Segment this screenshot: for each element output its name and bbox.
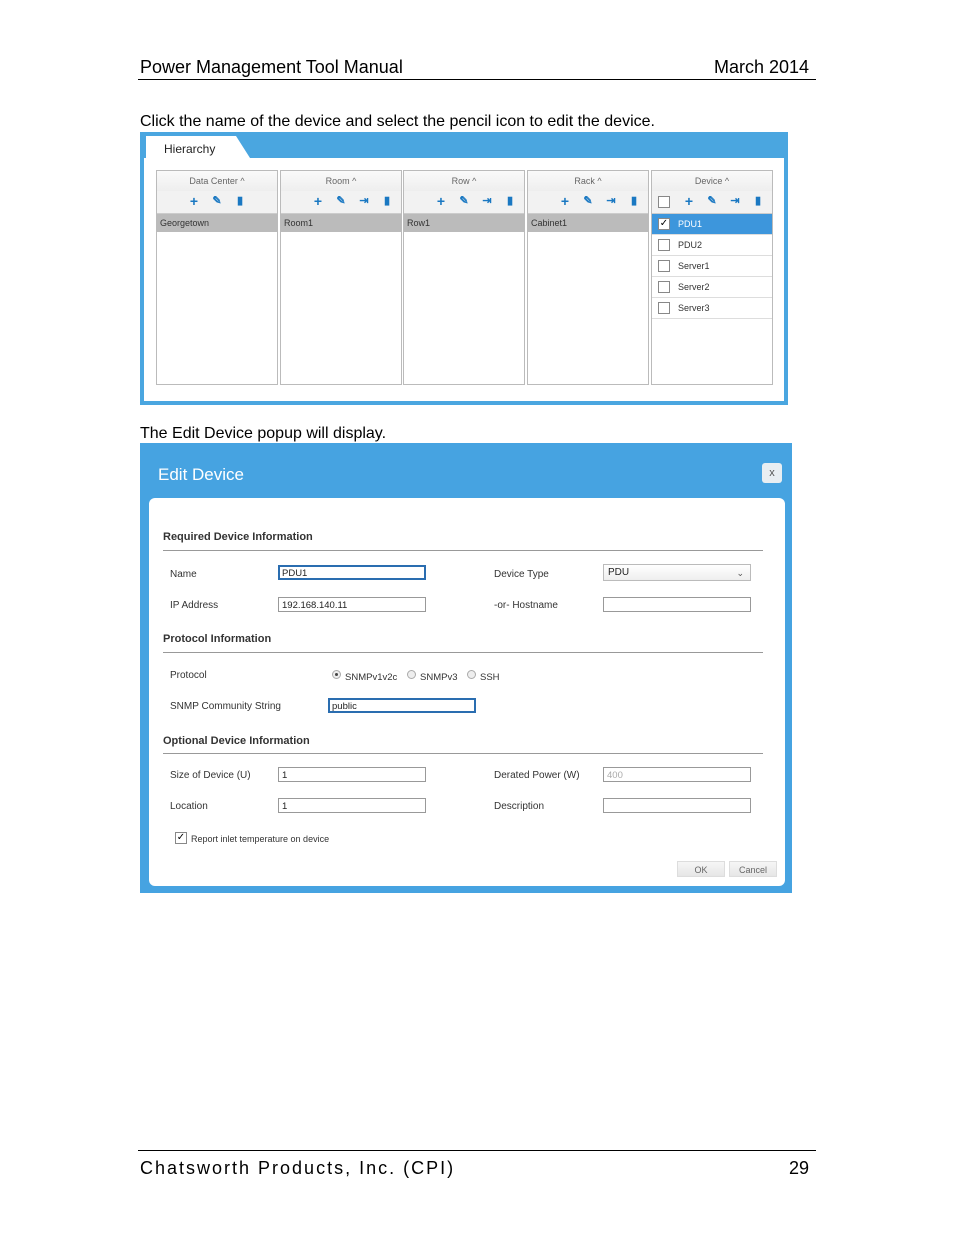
radio-snmpv1v2c[interactable] [332, 670, 341, 679]
close-button[interactable]: x [762, 463, 782, 483]
pencil-icon[interactable]: ✎ [707, 195, 717, 207]
column-toolbar [281, 191, 401, 214]
device-label: PDU1 [678, 219, 703, 229]
list-item[interactable] [652, 235, 772, 256]
section-divider [163, 753, 763, 754]
move-icon[interactable]: ⇥ [482, 195, 492, 207]
move-icon[interactable]: ⇥ [359, 195, 369, 207]
column-toolbar [404, 191, 524, 214]
column-toolbar [157, 191, 277, 214]
column-device [651, 170, 773, 385]
column-data-center [156, 170, 278, 385]
list-item[interactable] [652, 277, 772, 298]
radio-label: SSH [480, 672, 500, 683]
location-label: Location [170, 801, 208, 812]
list-item[interactable] [652, 298, 772, 319]
section-title-required: Required Device Information [163, 531, 313, 543]
ip-label: IP Address [170, 600, 219, 611]
add-icon[interactable]: + [313, 193, 323, 209]
name-input[interactable]: PDU1 [278, 565, 426, 580]
trash-icon[interactable]: ▮ [630, 195, 638, 207]
ip-input[interactable]: 192.168.140.11 [278, 597, 426, 612]
list-item[interactable] [652, 214, 772, 235]
report-temperature-label: Report inlet temperature on device [191, 834, 330, 844]
checkbox[interactable] [658, 239, 670, 251]
size-label: Size of Device (U) [170, 770, 251, 781]
column-room [280, 170, 402, 385]
description-label: Description [494, 801, 545, 812]
popup-paragraph: The Edit Device popup will display. [140, 425, 387, 442]
section-title-optional: Optional Device Information [163, 735, 310, 747]
column-toolbar [652, 191, 772, 214]
pencil-icon[interactable]: ✎ [459, 195, 469, 207]
column-row [403, 170, 525, 385]
pencil-icon[interactable]: ✎ [212, 195, 222, 207]
device-label: Server3 [678, 303, 710, 313]
intro-paragraph: Click the name of the device and select the pencil icon to edit the device. [140, 113, 655, 130]
list-item[interactable] [652, 256, 772, 277]
checkbox[interactable] [658, 260, 670, 272]
selected-item[interactable]: Georgetown [157, 214, 277, 232]
cancel-button[interactable]: Cancel [729, 861, 777, 877]
column-toolbar [528, 191, 648, 214]
column-header[interactable]: Row ^ [404, 171, 524, 191]
derated-input[interactable]: 400 [603, 767, 751, 782]
chevron-down-icon: ⌄ [736, 568, 744, 578]
section-divider [163, 652, 763, 653]
report-temperature-checkbox[interactable]: ✓ [176, 832, 186, 843]
device-type-select[interactable] [603, 564, 751, 581]
add-icon[interactable]: + [560, 193, 570, 209]
checkbox[interactable] [658, 302, 670, 314]
location-input[interactable]: 1 [278, 798, 426, 813]
checked-checkbox-icon[interactable]: ✓ [659, 218, 669, 229]
page-number: 29 [789, 1158, 810, 1178]
hierarchy-screenshot [140, 132, 788, 405]
hierarchy-tab-label: Hierarchy [164, 142, 216, 156]
document-title: Power Management Tool Manual [140, 57, 403, 77]
description-input[interactable] [603, 798, 751, 813]
size-input[interactable]: 1 [278, 767, 426, 782]
section-divider [163, 550, 763, 551]
selected-item[interactable]: Cabinet1 [528, 214, 648, 232]
protocol-label: Protocol [170, 670, 207, 681]
device-label: PDU2 [678, 240, 703, 250]
device-type-value: PDU [608, 567, 630, 578]
radio-ssh[interactable] [467, 670, 476, 679]
column-rack [527, 170, 649, 385]
radio-label: SNMPv3 [420, 672, 458, 683]
trash-icon[interactable]: ▮ [754, 195, 762, 207]
column-header[interactable]: Rack ^ [528, 171, 648, 191]
device-type-label: Device Type [494, 569, 549, 580]
device-label: Server2 [678, 282, 710, 292]
column-header[interactable]: Device ^ [652, 171, 772, 191]
column-header[interactable]: Data Center ^ [157, 171, 277, 191]
pencil-icon[interactable]: ✎ [583, 195, 593, 207]
hostname-label: -or- Hostname [494, 600, 558, 611]
column-header[interactable]: Room ^ [281, 171, 401, 191]
select-all-checkbox[interactable] [658, 196, 670, 208]
name-label: Name [170, 569, 197, 580]
footer-rule [138, 1150, 816, 1151]
add-icon[interactable]: + [189, 193, 199, 209]
footer-company: Chatsworth Products, Inc. (CPI) [140, 1158, 456, 1178]
document-date: March 2014 [714, 57, 810, 77]
community-label: SNMP Community String [170, 701, 281, 712]
edit-device-dialog [140, 443, 792, 893]
move-icon[interactable]: ⇥ [730, 195, 740, 207]
hierarchy-tab-edge [236, 136, 250, 158]
hostname-input[interactable] [603, 597, 751, 612]
add-icon[interactable]: + [436, 193, 446, 209]
add-icon[interactable]: + [684, 193, 694, 209]
device-label: Server1 [678, 261, 710, 271]
derated-label: Derated Power (W) [494, 770, 580, 781]
radio-label: SNMPv1v2c [345, 672, 398, 683]
trash-icon[interactable]: ▮ [236, 195, 244, 207]
radio-snmpv3[interactable] [407, 670, 416, 679]
selected-item[interactable]: Row1 [404, 214, 524, 232]
checkbox[interactable] [658, 281, 670, 293]
ok-button[interactable]: OK [677, 861, 725, 877]
dialog-title: Edit Device [158, 465, 244, 484]
trash-icon[interactable]: ▮ [383, 195, 391, 207]
header-rule [138, 79, 816, 80]
community-input[interactable]: public [328, 698, 476, 713]
pencil-icon[interactable]: ✎ [336, 195, 346, 207]
selected-item[interactable]: Room1 [281, 214, 401, 232]
dialog-body [149, 498, 785, 886]
trash-icon[interactable]: ▮ [506, 195, 514, 207]
move-icon[interactable]: ⇥ [606, 195, 616, 207]
section-title-protocol: Protocol Information [163, 633, 272, 645]
